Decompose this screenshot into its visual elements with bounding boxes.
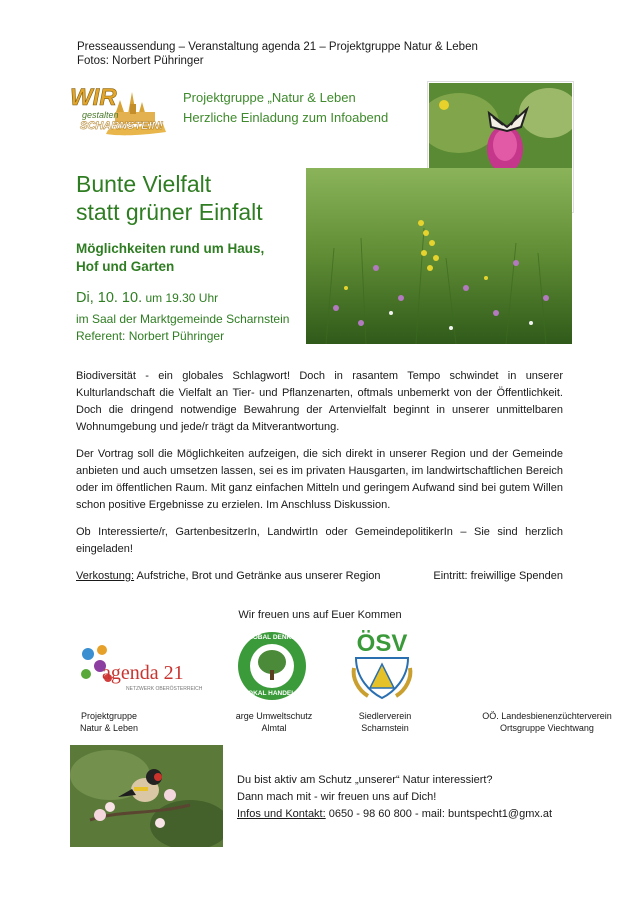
footer-block (237, 772, 552, 823)
title-line-2: statt grüner Einfalt (76, 199, 263, 225)
partner-line: Scharnstein (361, 723, 409, 733)
partner-caption-bienen (462, 710, 632, 734)
global-denken-text: GLOBAL DENKEN (243, 634, 301, 641)
partner-line: Projektgruppe (80, 711, 138, 721)
footer-cta: Dann mach mit - wir freuen uns auf Dich! (237, 791, 437, 803)
scharnstein-text: SCHARNSTEIN! (80, 120, 164, 132)
contact-label: Infos und Kontakt: (237, 808, 326, 820)
welcome-text: Wir freuen uns auf Euer Kommen (238, 609, 402, 621)
global-denken-logo (236, 630, 308, 702)
paragraph-2: Der Vortrag soll die Möglichkeiten aufzeigen, die sich direkt in unserer Region und der Gemeinde anbieten und auch umsetzen lassen, sei es im privaten Hausgarten, im landwirtschaftlichen Bereich oder im öffentlichen Raum. Mit ganz einfachen Mitteln und geringem Aufwand sind bei gutem Willen schon positive Ergebnisse zu erzielen. Im Anschluss Diskussion. (76, 448, 563, 511)
event-title (76, 170, 263, 226)
wir-text: WIR (70, 84, 117, 111)
partner-caption-arge (214, 710, 334, 734)
invite-line: Herzliche Einladung zum Infoabend (183, 110, 389, 125)
partner-line: Ortsgruppe Viechtwang (500, 723, 594, 733)
agenda21-logo (78, 640, 208, 700)
partner-caption-agenda21 (64, 710, 154, 734)
partner-line: Natur & Leben (79, 723, 139, 733)
event-place: im Saal der Marktgemeinde Scharnstein (76, 312, 290, 326)
gestalten-text: gestalten (82, 110, 119, 120)
partner-caption-siedlerverein (340, 710, 430, 734)
contact-text: 0650 - 98 60 800 - mail: buntspecht1@gmx.at (328, 808, 553, 820)
paragraph-3: Ob Interessierte/r, GartenbesitzerIn, LandwirtIn oder GemeindepolitikerIn – Sie sind herzlich eingeladen! (76, 526, 563, 555)
meadow-photo (306, 168, 572, 344)
partner-line: OÖ. Landesbienenzüchterverein (482, 711, 612, 721)
verkostung-label: Verkostung: (76, 570, 135, 582)
oesv-text: ÖSV (356, 630, 408, 657)
footer-contact (237, 806, 552, 823)
oesv-logo (350, 628, 414, 700)
event-datetime (76, 290, 218, 306)
agenda21-sub: NETZWERK OBERÖSTERREICH (126, 686, 203, 692)
photo-credit: Fotos: Norbert Pühringer (77, 55, 204, 67)
subtitle-line-2: Hof und Garten (76, 259, 175, 274)
wir-scharnstein-logo (68, 82, 168, 138)
verkostung-line (76, 568, 563, 584)
event-subtitle (76, 240, 264, 276)
goldfinch-photo (70, 745, 223, 847)
verkostung-text: Aufstriche, Brot und Getränke aus unserer Region (136, 570, 381, 582)
agenda21-text: agenda 21 (102, 662, 184, 684)
eintritt-text: Eintritt: freiwillige Spenden (433, 570, 563, 582)
subtitle-line-1: Möglichkeiten rund um Haus, (76, 241, 265, 256)
group-name: Projektgruppe „Natur & Leben (183, 90, 356, 105)
lokal-handeln-text: LOKAL HANDELN (244, 690, 300, 697)
title-line-1: Bunte Vielfalt (76, 171, 212, 197)
event-date: Di, 10. 10. (76, 290, 143, 306)
partner-line: Siedlerverein (358, 711, 412, 721)
paragraph-1: Biodiversität - ein globales Schlagwort! Doch in rasantem Tempo schwindet in unserer Kulturlandschaft die Vielfalt an Tier- und Pflanzenarten, oftmals unbemerkt von der Öffentlichkeit. Doch die dringend notwendige Bewahrung der Artenvielfalt beginnt in unserer unmittelbaren Wohnumgebung und jede/r trägt da Mitverantwortung. (76, 370, 563, 433)
event-speaker: Referent: Norbert Pühringer (76, 329, 225, 343)
partner-line: arge Umweltschutz (235, 711, 313, 721)
partner-line: Almtal (261, 723, 287, 733)
footer-question: Du bist aktiv am Schutz „unserer“ Natur interessiert? (237, 774, 493, 786)
press-header: Presseaussendung – Veranstaltung agenda 21 – Projektgruppe Natur & Leben (77, 41, 478, 53)
event-time: um 19.30 Uhr (145, 291, 219, 305)
